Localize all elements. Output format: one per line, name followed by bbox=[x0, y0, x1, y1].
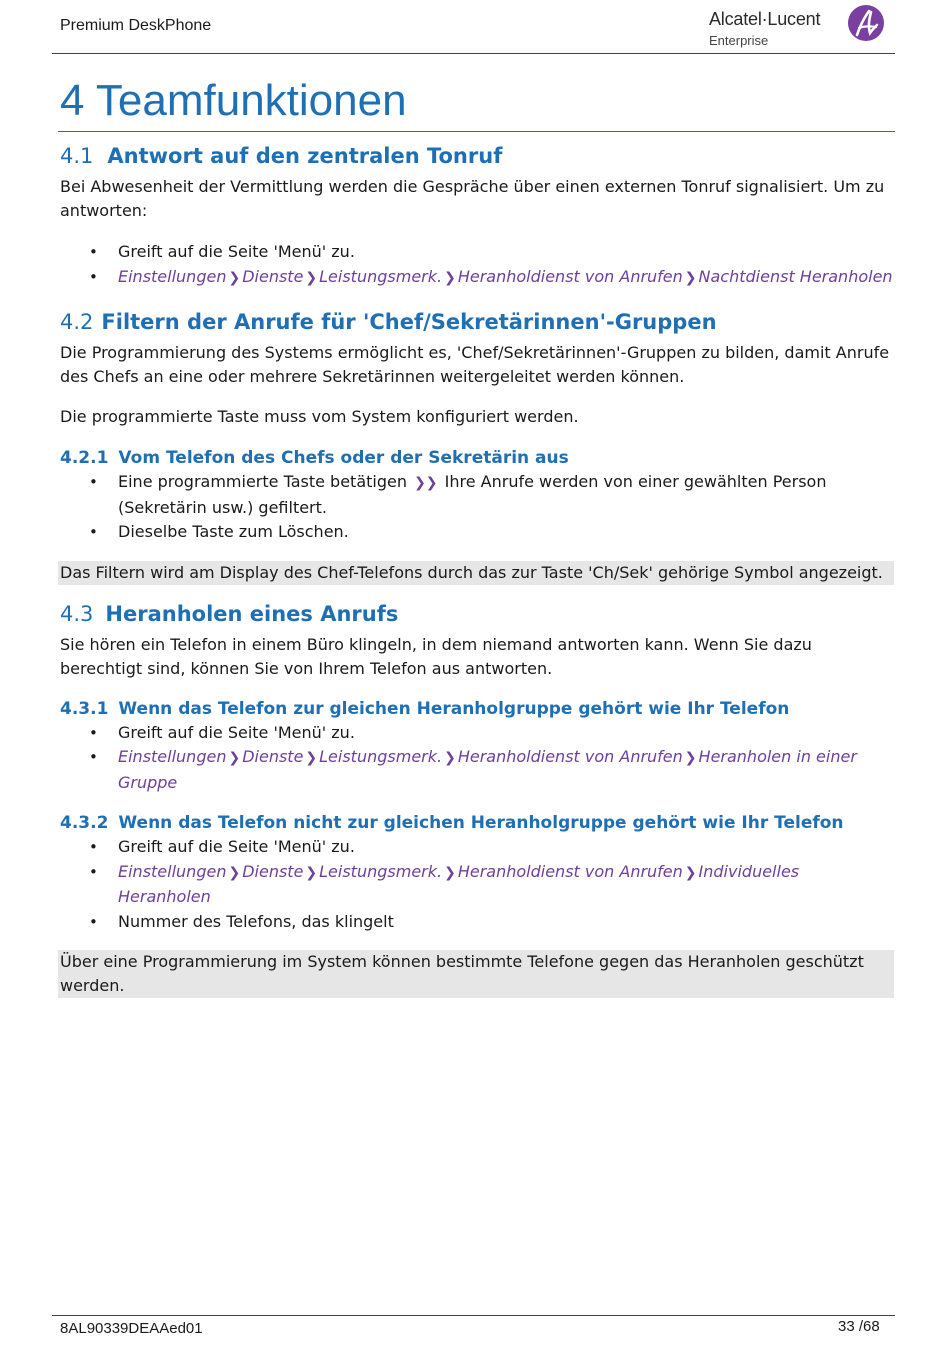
path-link-services[interactable]: Dienste bbox=[242, 747, 304, 766]
subsection-heading-4-2-1 bbox=[60, 446, 894, 470]
chevron-right-icon: ❯ bbox=[684, 750, 697, 766]
step-result-text: Ihre Anrufe werden von einer gewählten Person (Sekretärin usw.) gefiltert. bbox=[118, 472, 827, 517]
path-link-settings[interactable]: Einstellungen bbox=[118, 747, 227, 766]
chevron-right-icon: ❯ bbox=[305, 864, 318, 881]
step-text: Eine programmierte Taste betätigen bbox=[118, 472, 407, 491]
page-content bbox=[60, 138, 894, 998]
list-item bbox=[60, 835, 894, 860]
list-item bbox=[60, 265, 894, 291]
brand-logo bbox=[708, 4, 890, 52]
alcatel-logo-icon bbox=[847, 4, 885, 42]
section-number: 4.2 bbox=[60, 310, 94, 334]
header-product-name: Premium DeskPhone bbox=[60, 17, 212, 34]
chevron-right-icon: ❯ bbox=[684, 269, 697, 286]
subsection-heading-4-3-1 bbox=[60, 697, 894, 721]
path-link-features[interactable]: Leistungsmerk. bbox=[319, 747, 443, 766]
chevron-right-icon: ❯ bbox=[305, 269, 318, 286]
menu-path bbox=[118, 267, 893, 286]
step-text: Nummer des Telefons, das klingelt bbox=[118, 911, 394, 931]
path-link-settings[interactable]: Einstellungen bbox=[118, 861, 227, 881]
note-box: Das Filtern wird am Display des Chef-Telefons durch das zur Taste 'Ch/Sek' gehörige Symbol angezeigt. bbox=[58, 561, 894, 585]
list-item bbox=[60, 745, 894, 795]
path-link-features[interactable]: Leistungsmerk. bbox=[319, 266, 443, 286]
section-title: Heranholen eines Anrufs bbox=[105, 601, 399, 626]
list-item bbox=[60, 470, 894, 520]
path-link-features[interactable]: Leistungsmerk. bbox=[319, 861, 443, 881]
footer-page-number: 33 /68 bbox=[838, 1318, 880, 1335]
step-list bbox=[60, 835, 894, 934]
menu-path bbox=[118, 862, 799, 907]
list-item bbox=[60, 910, 894, 935]
section-heading-4-1 bbox=[60, 141, 894, 171]
paragraph: Die Programmierung des Systems ermöglicht es, 'Chef/Sekretärinnen'-Gruppen zu bilden, damit Anrufe des Chefs an eine oder mehrere Sekretärinnen weitergeleitet werden können. bbox=[60, 343, 890, 386]
footer-document-id: 8AL90339DEAAed01 bbox=[60, 1320, 203, 1337]
path-link-individual-pickup[interactable]: Individuelles Heranholen bbox=[118, 861, 800, 906]
chevron-right-icon: ❯ bbox=[228, 750, 241, 766]
chapter-divider bbox=[58, 131, 895, 132]
path-link-services[interactable]: Dienste bbox=[242, 266, 304, 286]
path-link-settings[interactable]: Einstellungen bbox=[118, 266, 227, 286]
paragraph: Die programmierte Taste muss vom System konfiguriert werden. bbox=[60, 407, 579, 426]
paragraph: Sie hören ein Telefon in einem Büro klingeln, in dem niemand antworten kann. Wenn Sie dazu berechtigt sind, können Sie von Ihrem Telefon aus antworten. bbox=[60, 634, 812, 678]
step-list bbox=[60, 470, 894, 545]
subsection-number: 4.3.2 bbox=[60, 813, 109, 833]
path-link-services[interactable]: Dienste bbox=[242, 861, 304, 881]
double-chevron-icon: ❯❯ bbox=[414, 475, 438, 491]
list-item bbox=[60, 860, 894, 910]
step-text: Greift auf die Seite 'Menü' zu. bbox=[118, 242, 355, 261]
section-number: 4.3 bbox=[60, 601, 94, 626]
chevron-right-icon: ❯ bbox=[305, 750, 318, 766]
header-divider bbox=[52, 53, 895, 54]
chevron-right-icon: ❯ bbox=[444, 864, 456, 881]
section-title: Filtern der Anrufe für 'Chef/Sekretärinnen'-Gruppen bbox=[101, 310, 717, 334]
step-list bbox=[60, 240, 894, 290]
chevron-right-icon: ❯ bbox=[228, 269, 241, 286]
logo-brand-text: Alcatel·Lucent bbox=[709, 9, 821, 29]
step-list bbox=[60, 721, 894, 796]
list-item bbox=[60, 520, 894, 545]
chevron-right-icon: ❯ bbox=[444, 269, 456, 286]
subsection-heading-4-3-2 bbox=[60, 811, 894, 835]
subsection-title: Vom Telefon des Chefs oder der Sekretärin aus bbox=[118, 448, 569, 468]
chevron-right-icon: ❯ bbox=[684, 864, 697, 881]
step-text: Dieselbe Taste zum Löschen. bbox=[118, 522, 349, 541]
subsection-title: Wenn das Telefon zur gleichen Heranholgruppe gehört wie Ihr Telefon bbox=[118, 698, 790, 719]
logo-sub-text: Enterprise bbox=[709, 33, 769, 48]
step-text: Greift auf die Seite 'Menü' zu. bbox=[118, 837, 355, 856]
section-title: Antwort auf den zentralen Tonruf bbox=[107, 144, 503, 168]
footer-divider bbox=[52, 1315, 895, 1316]
subsection-number: 4.2.1 bbox=[60, 448, 109, 468]
note-box: Über eine Programmierung im System können bestimmte Telefone gegen das Heranholen geschützt werden. bbox=[58, 950, 894, 998]
chapter-title: 4 Teamfunktionen bbox=[60, 76, 407, 125]
path-link-pickup-service[interactable]: Heranholdienst von Anrufen bbox=[457, 266, 683, 286]
path-link-pickup-service[interactable]: Heranholdienst von Anrufen bbox=[457, 747, 683, 766]
list-item bbox=[60, 721, 894, 746]
path-link-night-pickup[interactable]: Nachtdienst Heranholen bbox=[698, 266, 893, 286]
subsection-number: 4.3.1 bbox=[60, 698, 109, 719]
section-number: 4.1 bbox=[60, 144, 94, 168]
paragraph: Bei Abwesenheit der Vermittlung werden die Gespräche über einen externen Tonruf signalisiert. Um zu antworten: bbox=[60, 177, 885, 220]
path-link-pickup-service[interactable]: Heranholdienst von Anrufen bbox=[457, 861, 683, 881]
list-item bbox=[60, 240, 894, 265]
section-heading-4-2 bbox=[60, 307, 894, 337]
path-link-group-pickup[interactable]: Heranholen in einer Gruppe bbox=[118, 747, 857, 792]
menu-path bbox=[118, 747, 857, 792]
section-heading-4-3 bbox=[60, 599, 894, 629]
subsection-title: Wenn das Telefon nicht zur gleichen Heranholgruppe gehört wie Ihr Telefon bbox=[118, 813, 844, 833]
chevron-right-icon: ❯ bbox=[444, 750, 456, 766]
chevron-right-icon: ❯ bbox=[228, 864, 241, 881]
step-text: Greift auf die Seite 'Menü' zu. bbox=[118, 722, 355, 742]
